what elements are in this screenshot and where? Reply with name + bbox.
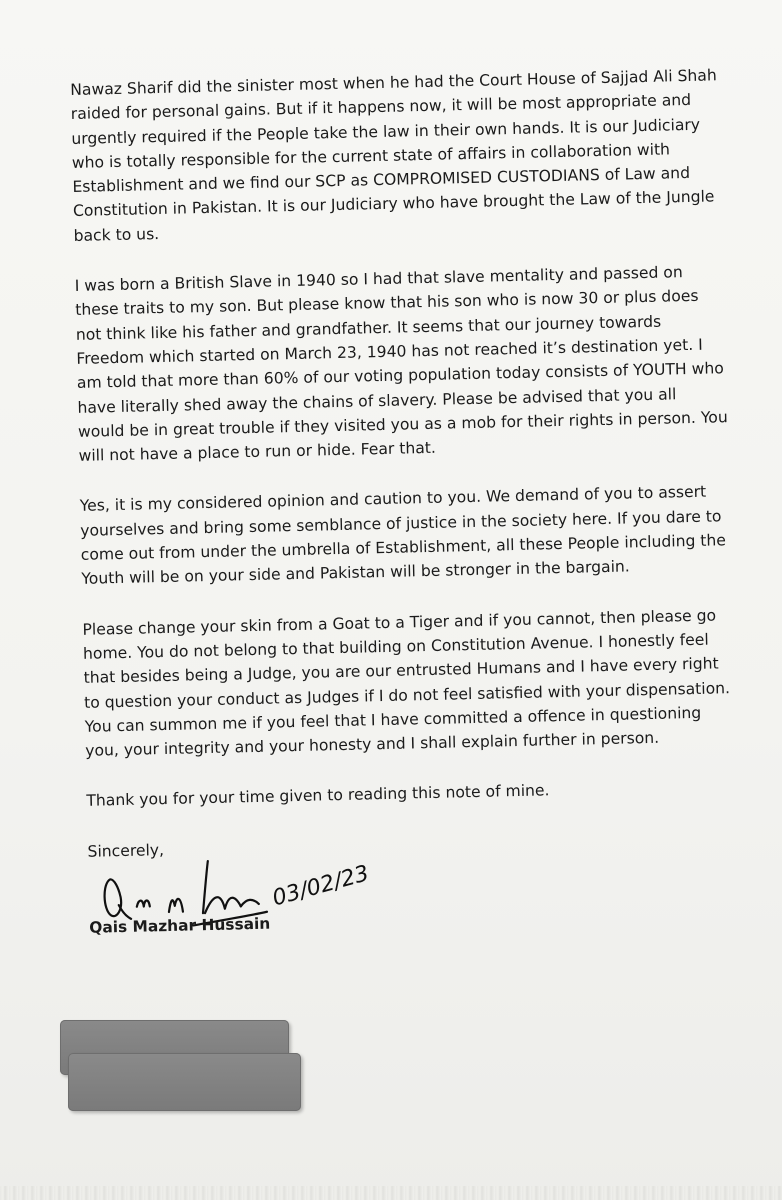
paragraph-1: Nawaz Sharif did the sinister most when he had the Court House of Sajjad Ali Shah raided for personal gains. But if it happens now, it will be most appropriate and urgently required if the People take the law in their own hands. It is our Judiciary who is totally responsible for the current state of affairs in collaboration with Establishment and we find our SCP as COMPROMISED CUSTODIANS of Law and Constitution in Pakistan. It is our Judiciary who have brought the Law of the Jungle back to us. [70,66,717,245]
paragraph-5: Thank you for your time given to reading this note of mine. [86,781,550,811]
scan-edge [0,1186,782,1200]
signature-date: 03/02/23 [269,861,372,912]
paragraph-4: Please change your skin from a Goat to a Tiger and if you cannot, then please go home. You do not belong to that building on Constitution Avenue. I honestly feel that besides being a Judge, you are our entrusted Humans and I have every right to question your conduct as Judges if I do not feel satisfied with your dispensation. You can summon me if you feel that I have committed a offence in questioning you, your integrity and your honesty and I shall explain further in person. [82,606,731,760]
signatory-name: Qais Mazhar Hussain [89,914,271,937]
paragraph-3: Yes, it is my considered opinion and caution to you. We demand of you to assert yourselves and bring some semblance of justice in the society here. If you dare to come out from under the umbrella of Establishment, all these People including the Youth will be on your side and Pakistan will be stronger in the bargain. [79,483,727,589]
redaction-box-2 [68,1053,301,1111]
signature-block [88,849,740,944]
letter-body [70,63,739,944]
closing-salutation: Sincerely, [87,840,165,861]
paragraph-2: I was born a British Slave in 1940 so I had that slave mentality and passed on these traits to my son. But please know that his son who is now 30 or plus does not think like his father and grandfather. It seems that our journey towards Freedom which started on March 23, 1940 has not reached it’s destination yet. I am told that more than 60% of our voting population today consists of YOUTH who have literally shed away the chains of slavery. Please be advised that you all would be in great trouble if they visited you as a mob for their rights in person. You will not have a place to run or hide. Fear that. [74,263,728,466]
